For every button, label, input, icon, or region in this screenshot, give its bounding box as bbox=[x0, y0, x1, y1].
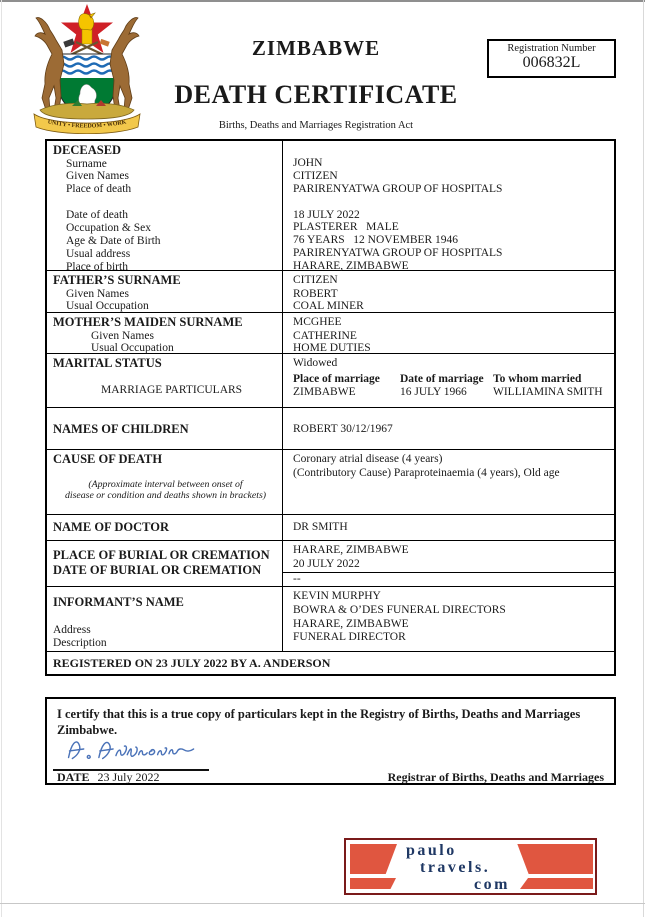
zimbabwe-coat-of-arms-icon bbox=[12, 2, 162, 139]
field-label: Usual Occupation bbox=[91, 342, 174, 355]
field-label: Given Names bbox=[66, 287, 129, 300]
blank-line bbox=[293, 196, 608, 209]
marriage-col-value: ZIMBABWE bbox=[293, 386, 356, 399]
marriage-col-header: Date of marriage bbox=[400, 372, 484, 385]
field-label: Given Names bbox=[91, 329, 154, 342]
burial-title-line2: DATE OF BURIAL OR CREMATION bbox=[53, 563, 262, 577]
section-children bbox=[47, 407, 614, 449]
field-value: COAL MINER bbox=[293, 300, 364, 313]
cause-note-line1: (Approximate interval between onset of bbox=[88, 478, 243, 490]
burial-place-value: HARARE, ZIMBABWE bbox=[293, 544, 409, 556]
burial-title-line1: PLACE OF BURIAL OR CREMATION bbox=[53, 548, 270, 562]
field-value: 18 JULY 2022 bbox=[293, 208, 360, 221]
field-label: Age & Date of Birth bbox=[66, 234, 161, 247]
mother-surname-value: MCGHEE bbox=[293, 316, 342, 328]
marriage-particulars-label: MARRIAGE PARTICULARS bbox=[101, 383, 243, 396]
father-surname-value: CITIZEN bbox=[293, 274, 338, 286]
zimbabwe-bird-icon bbox=[79, 13, 95, 30]
motto-text: UNITY • FREEDOM • WORK bbox=[47, 119, 127, 130]
children-value: ROBERT 30/12/1967 bbox=[293, 423, 393, 435]
logo-shape-icon bbox=[350, 844, 397, 874]
signature-ink-icon bbox=[69, 742, 194, 759]
field-label: Occupation & Sex bbox=[66, 222, 151, 235]
scan-edge-right bbox=[643, 0, 644, 917]
doctor-title: NAME OF DOCTOR bbox=[53, 520, 169, 534]
earth-mound-icon bbox=[40, 103, 134, 119]
informant-description-value: FUNERAL DIRECTOR bbox=[293, 631, 406, 644]
certification-statement: I certify that this is a true copy of particulars kept in the Registry of Births, Deaths and Marriages Zimbabwe. bbox=[57, 707, 581, 737]
field-value: 76 YEARS 12 NOVEMBER 1946 bbox=[293, 234, 459, 247]
field-value: PARIRENYATWA GROUP OF HOSPITALS bbox=[293, 182, 503, 195]
informant-address-value: HARARE, ZIMBABWE bbox=[293, 617, 409, 630]
marital-status-value: Widowed bbox=[293, 357, 338, 369]
informant-organisation-value: BOWRA & O’DES FUNERAL DIRECTORS bbox=[293, 603, 506, 616]
field-label: Place of birth bbox=[66, 260, 128, 273]
field-label: Given Names bbox=[66, 170, 129, 183]
registrar-title: Registrar of Births, Deaths and Marriages bbox=[387, 770, 604, 784]
cause-title: CAUSE OF DEATH bbox=[53, 452, 163, 466]
date-value: 23 July 2022 bbox=[97, 770, 160, 784]
section-informant bbox=[47, 586, 614, 651]
logo-text-line3: com bbox=[474, 876, 510, 893]
field-value: JOHN bbox=[293, 156, 323, 169]
field-value: PARIRENYATWA GROUP OF HOSPITALS bbox=[293, 247, 503, 260]
document-title: DEATH CERTIFICATE bbox=[174, 80, 458, 109]
country-title: ZIMBABWE bbox=[251, 36, 381, 60]
registration-number-box bbox=[487, 39, 616, 78]
act-subtitle: Births, Deaths and Marriages Registration Act bbox=[218, 120, 414, 131]
field-value: ROBERT bbox=[293, 287, 338, 300]
field-value: HOME DUTIES bbox=[293, 342, 371, 355]
father-title: FATHER’S SURNAME bbox=[53, 273, 181, 287]
blank-line bbox=[293, 144, 608, 157]
cause-value-line2: (Contributory Cause) Paraproteinaemia (4 years), Old age bbox=[293, 466, 560, 479]
paulo-travels-logo bbox=[344, 838, 597, 895]
marital-title: MARITAL STATUS bbox=[53, 356, 162, 370]
section-father bbox=[47, 270, 614, 312]
field-value: CITIZEN bbox=[293, 169, 338, 182]
burial-date-value: 20 JULY 2022 bbox=[293, 557, 360, 570]
blank-line bbox=[53, 196, 278, 209]
cause-value-line1: Coronary atrial disease (4 years) bbox=[293, 453, 443, 465]
field-value: CATHERINE bbox=[293, 329, 357, 342]
section-mother bbox=[47, 312, 614, 353]
section-marital-status bbox=[47, 353, 614, 407]
field-label: Surname bbox=[66, 157, 107, 170]
informant-description-label: Description bbox=[53, 637, 107, 650]
logo-shape-icon bbox=[350, 878, 396, 889]
deceased-title: DECEASED bbox=[53, 143, 122, 157]
logo-text-line2: travels. bbox=[420, 859, 491, 876]
logo-shape-icon bbox=[520, 878, 593, 889]
section-burial bbox=[47, 540, 614, 586]
children-title: NAMES OF CHILDREN bbox=[53, 422, 189, 436]
kudu-left-icon bbox=[35, 18, 64, 110]
scan-edge-left bbox=[1, 0, 2, 917]
burial-extra-value: -- bbox=[283, 572, 614, 586]
informant-name-value: KEVIN MURPHY bbox=[293, 590, 381, 602]
date-label: DATE bbox=[57, 770, 90, 784]
cause-note-line2: disease or condition and deaths shown in brackets) bbox=[64, 490, 267, 501]
kudu-right-icon bbox=[110, 18, 139, 110]
field-value: PLASTERER MALE bbox=[293, 221, 399, 234]
registrar-signature bbox=[59, 731, 224, 772]
informant-title: INFORMANT’S NAME bbox=[53, 595, 184, 609]
logo-text-line1: paulo bbox=[406, 842, 457, 859]
field-label: Usual Occupation bbox=[66, 300, 149, 313]
section-cause-of-death bbox=[47, 449, 614, 514]
marriage-col-header: To whom married bbox=[493, 372, 582, 385]
marriage-col-value: WILLIAMINA SMITH bbox=[493, 386, 603, 399]
section-deceased bbox=[47, 141, 614, 273]
informant-address-label: Address bbox=[53, 623, 91, 636]
certification-box bbox=[45, 697, 616, 785]
registered-row: REGISTERED ON 23 JULY 2022 BY A. ANDERSON bbox=[47, 651, 614, 674]
registration-number-label: Registration Number bbox=[507, 43, 596, 54]
marriage-col-header: Place of marriage bbox=[293, 372, 380, 385]
marriage-col-value: 16 JULY 1966 bbox=[400, 386, 467, 399]
field-label: Usual address bbox=[66, 247, 131, 260]
field-label: Place of death bbox=[66, 183, 132, 196]
logo-shape-icon bbox=[506, 844, 593, 874]
field-value: HARARE, ZIMBABWE bbox=[293, 260, 409, 273]
field-label: Date of death bbox=[66, 209, 128, 222]
doctor-value: DR SMITH bbox=[293, 521, 348, 533]
scan-edge-bottom bbox=[0, 903, 645, 904]
registration-number-value: 006832L bbox=[522, 54, 581, 71]
blank-line bbox=[53, 610, 278, 624]
section-doctor bbox=[47, 514, 614, 540]
certificate-table bbox=[45, 139, 616, 676]
mother-title: MOTHER’S MAIDEN SURNAME bbox=[53, 315, 243, 329]
